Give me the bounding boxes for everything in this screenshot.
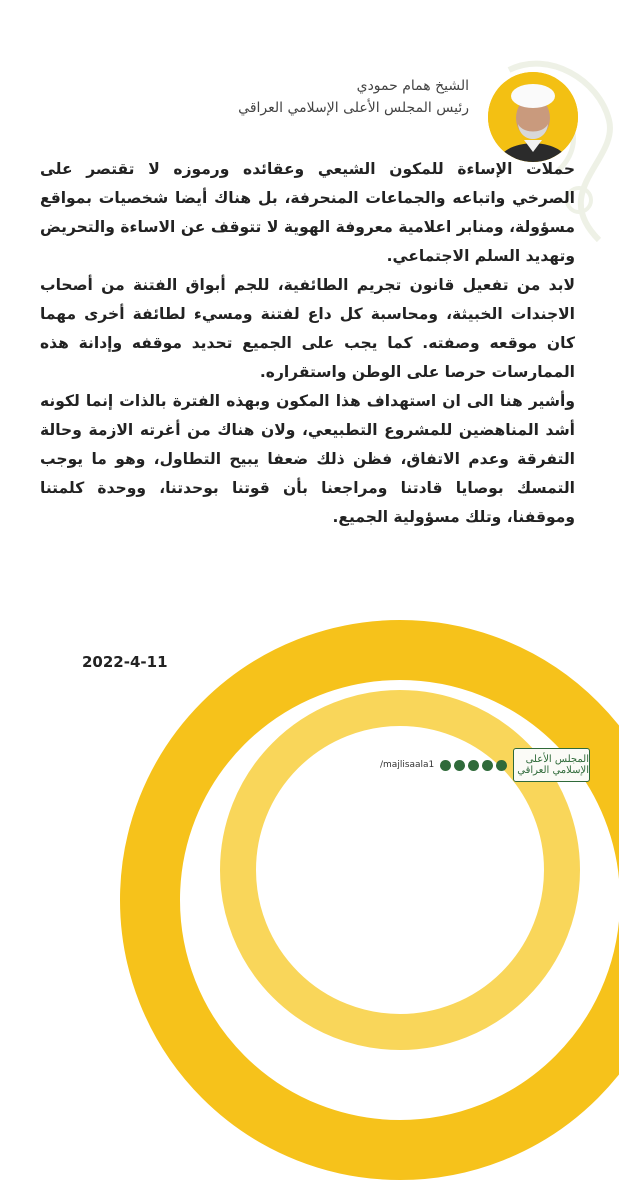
speaker-portrait (488, 72, 578, 162)
statement-paragraph: لابد من تفعيل قانون تجريم الطائفية، للجم أبواق الفتنة من أصحاب الاجندات الخبيثة، ومحاسبة كل داع لفتنة ومسيء لطائفة أخرى مهما كان موقعه وصفته. كما يجب على الجميع تحديد موقفه وإدانة هذه الممارسات حرصا على الوطن واستقراره. (40, 276, 575, 381)
telegram-icon (454, 760, 465, 771)
statement-body (40, 155, 575, 532)
social-handle: /majlisaala1 (380, 760, 435, 770)
instagram-icon (496, 760, 507, 771)
decorative-light-arc (220, 690, 580, 1050)
header (169, 78, 469, 116)
organization-logo (513, 748, 590, 782)
speaker-name: الشيخ همام حمودي (356, 78, 469, 94)
youtube-icon (468, 760, 479, 771)
speaker-title: رئيس المجلس الأعلى الإسلامي العراقي (238, 100, 469, 116)
footer (380, 748, 590, 782)
logo-text: المجلس الأعلى الإسلامي العراقي (517, 754, 589, 776)
statement-paragraph: وأشير هنا الى ان استهداف هذا المكون وبهذه الفترة بالذات إنما لكونه أشد المناهضين للمشروع التطبيعي، ولان هناك من أغرته الازمة وحالة التفرقة وعدم الاتفاق، فظن ذلك ضعفا يبيح التطاول، وهو ما يوجب التمسك بوصايا قادتنا ومراجعنا بأن قوتنا بوحدتنا، ووحدة كلمتنا وموقفنا، وتلك مسؤولية الجميع. (40, 392, 575, 526)
social-icons (440, 760, 507, 771)
facebook-icon (440, 760, 451, 771)
statement-date: 2022-4-11 (82, 653, 168, 671)
statement-paragraph: حملات الإساءة للمكون الشيعي وعقائده ورموزه لا تقتصر على الصرخي واتباعه والجماعات المنحرفة، بل هناك أيضا شخصيات بمواقع مسؤولة، ومنابر اعلامية معروفة الهوية لا تتوقف عن الاساءة والتحريض وتهديد السلم الاجتماعي. (40, 160, 575, 265)
whatsapp-icon (482, 760, 493, 771)
